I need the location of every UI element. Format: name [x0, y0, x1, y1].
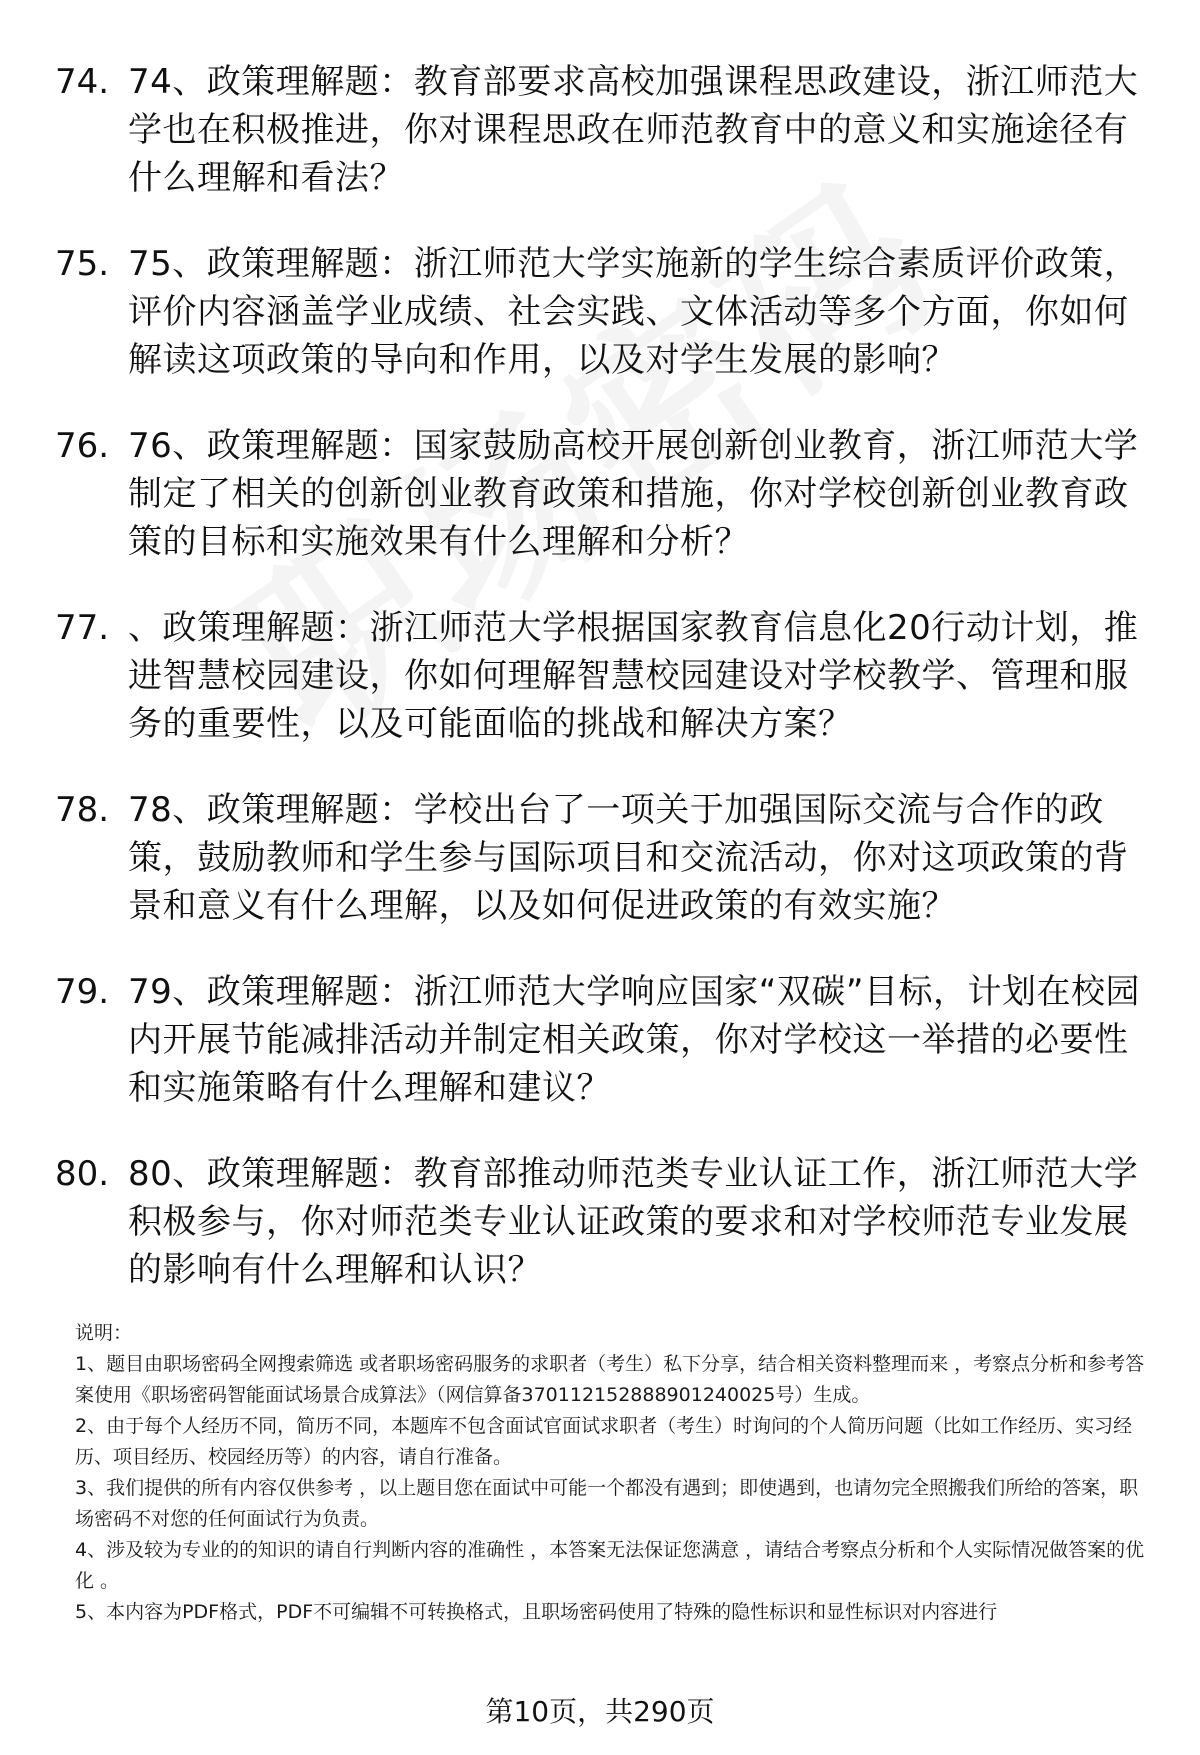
question-number: 77. [55, 608, 110, 648]
question-text: 79、政策理解题：浙江师范大学响应国家“双碳”目标，计划在校园内开展节能减排活动并制定相关政策，你对学校这一举措的必要性和实施策略有什么理解和建议？ [128, 972, 1140, 1108]
question-number: 78. [55, 790, 110, 830]
question-number: 74. [55, 62, 110, 102]
note-item: 3、我们提供的所有内容仅供参考 ，以上题目您在面试中可能一个都没有遇到；即使遇到，也请勿完全照搬我们所给的答案，职场密码不对您的任何面试行为负责。 [75, 1477, 1139, 1530]
note-item: 5、本内容为PDF格式，PDF不可编辑不可转换格式，且职场密码使用了特殊的隐性标识和显性标识对内容进行 [75, 1601, 998, 1623]
question-text: 、政策理解题：浙江师范大学根据国家教育信息化20行动计划，推进智慧校园建设，你如何理解智慧校园建设对学校教学、管理和服务的重要性，以及可能面临的挑战和解决方案？ [128, 608, 1139, 744]
question-item [0, 968, 1200, 1150]
question-item [0, 786, 1200, 968]
question-item [0, 240, 1200, 422]
question-number: 76. [55, 426, 110, 466]
question-list [0, 58, 1200, 1332]
page-number: 第10页，共290页 [485, 1695, 715, 1728]
note-item: 2、由于每个人经历不同，简历不同，本题库不包含面试官面试求职者（考生）时询问的个人简历问题（比如工作经历、实习经历、项目经历、校园经历等）的内容，请自行准备。 [75, 1415, 1133, 1468]
question-item [0, 1150, 1200, 1332]
question-item [0, 422, 1200, 604]
question-text: 80、政策理解题：教育部推动师范类专业认证工作，浙江师范大学积极参与，你对师范类专业认证政策的要求和对学校师范专业发展的影响有什么理解和认识？ [128, 1154, 1139, 1290]
question-text: 78、政策理解题：学校出台了一项关于加强国际交流与合作的政策，鼓励教师和学生参与国际项目和交流活动，你对这项政策的背景和意义有什么理解，以及如何促进政策的有效实施？ [128, 790, 1129, 926]
question-text: 74、政策理解题：教育部要求高校加强课程思政建设，浙江师范大学也在积极推进，你对课程思政在师范教育中的意义和实施途径有什么理解和看法？ [128, 62, 1139, 198]
note-item: 4、涉及较为专业的的知识的请自行判断内容的准确性 ，本答案无法保证您满意 ，请结合考察点分析和个人实际情况做答案的优化 。 [75, 1539, 1145, 1592]
question-number: 75. [55, 244, 110, 284]
question-number: 79. [55, 972, 110, 1012]
question-text: 75、政策理解题：浙江师范大学实施新的学生综合素质评价政策，评价内容涵盖学业成绩、社会实践、文体活动等多个方面，你如何解读这项政策的导向和作用，以及对学生发展的影响？ [128, 244, 1139, 380]
notes-section [75, 1318, 1155, 1628]
question-item [0, 604, 1200, 786]
question-text: 76、政策理解题：国家鼓励高校开展创新创业教育，浙江师范大学制定了相关的创新创业教育政策和措施，你对学校创新创业教育政策的目标和实施效果有什么理解和分析？ [128, 426, 1139, 562]
question-number: 80. [55, 1154, 110, 1194]
note-item: 1、题目由职场密码全网搜索筛选 或者职场密码服务的求职者（考生）私下分享，结合相关资料整理而来 ，考察点分析和参考答案使用《职场密码智能面试场景合成算法》（网信算备370112152888901240025号）生成。 [75, 1353, 1145, 1406]
question-item [0, 58, 1200, 240]
notes-heading: 说明： [75, 1322, 133, 1344]
